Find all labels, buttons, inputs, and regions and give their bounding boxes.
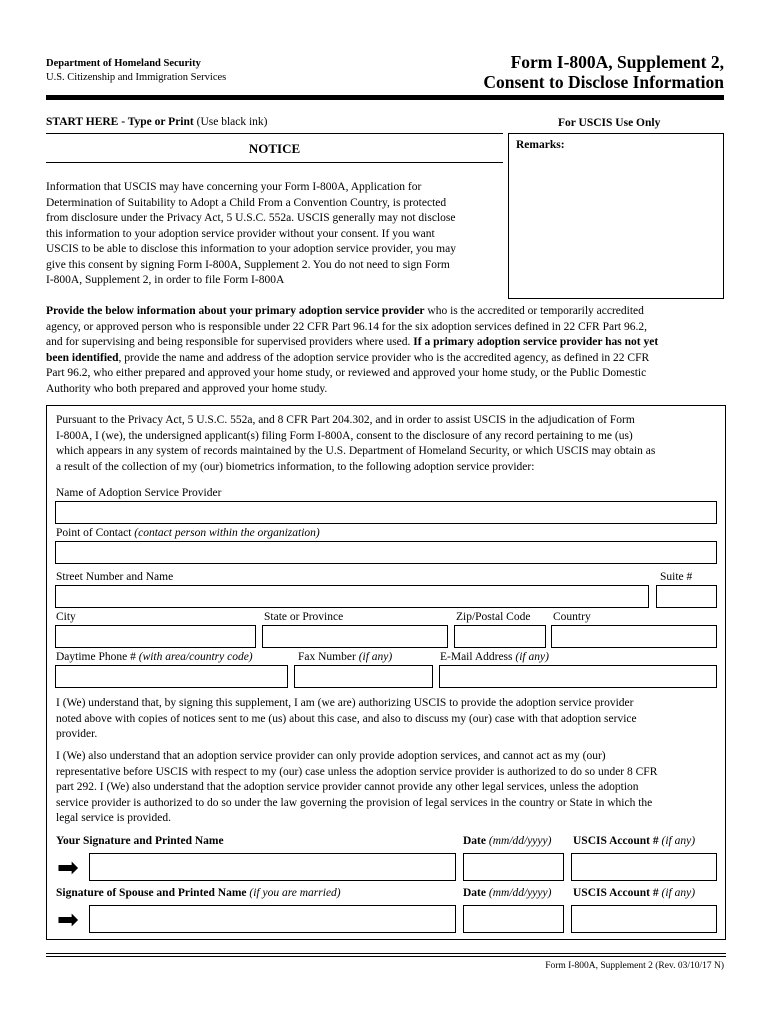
spouse-signature-label: [56, 887, 341, 899]
arrow-right-icon: ➡: [57, 853, 79, 883]
your-signature-input[interactable]: [89, 853, 456, 881]
phone-label: [56, 651, 253, 663]
city-label: City: [56, 611, 76, 623]
email-label-text: E-Mail Address: [440, 651, 516, 663]
account-label: [573, 835, 695, 847]
remarks-box[interactable]: [508, 133, 724, 299]
spouse-account-input[interactable]: [571, 905, 717, 933]
pursuant-line: Pursuant to the Privacy Act, 5 U.S.C. 552a, and 8 CFR Part 204.302, and in order to assist USCIS in the adjudication of Form: [56, 414, 635, 426]
zip-input[interactable]: [454, 625, 546, 648]
notice-line: this information to your adoption service provider without your consent. If you want: [46, 227, 435, 240]
spouse-signature-input[interactable]: [89, 905, 456, 933]
city-input[interactable]: [55, 625, 256, 648]
spouse-date-label: [463, 887, 551, 899]
pursuant-line: I-800A, I (we), the undersigned applicant(s) filing Form I-800A, consent to the disclosure of any record pertaining to me (us): [56, 429, 633, 442]
understand-paragraph-2: [56, 749, 657, 827]
poc-label-note: (contact person within the organization): [134, 527, 320, 539]
account-label-text: USCIS Account #: [573, 835, 662, 847]
email-label: [440, 651, 549, 663]
notice-line: Information that USCIS may have concerning your Form I-800A, Application for: [46, 181, 422, 193]
country-label: Country: [553, 611, 591, 623]
provider-name-input[interactable]: [55, 501, 717, 524]
understand-line: I (We) also understand that an adoption service provider can only provide adoption services, and cannot act as my (our): [56, 750, 606, 762]
provide-bold: been identified: [46, 351, 119, 364]
notice-text: [46, 180, 506, 289]
street-input[interactable]: [55, 585, 649, 608]
understand-paragraph-1: [56, 696, 637, 743]
uscis-use-title: For USCIS Use Only: [558, 117, 661, 129]
poc-input[interactable]: [55, 541, 717, 564]
remarks-label: Remarks:: [516, 139, 565, 151]
spouse-account-label: [573, 887, 695, 899]
notice-line: give this consent by signing Form I-800A, Supplement 2. You do not need to sign Form: [46, 258, 450, 271]
notice-bar: [46, 133, 503, 163]
notice-line: USCIS to be able to disclose this information to your adoption service provider, you may: [46, 243, 456, 255]
start-here-note: (Use black ink): [193, 116, 268, 128]
header-rule: [46, 95, 724, 100]
state-label: State or Province: [264, 611, 344, 623]
date-label-text: Date: [463, 887, 489, 899]
email-label-note: (if any): [515, 651, 549, 663]
suite-input[interactable]: [656, 585, 717, 608]
spouse-label-note: (if you are married): [249, 887, 341, 899]
understand-line: part 292. I (We) also understand that the adoption service provider cannot provide any other legal services, unless the adoption: [56, 781, 639, 793]
street-label: Street Number and Name: [56, 571, 174, 583]
provide-paragraph: [46, 304, 726, 397]
understand-line: legal service is provided.: [56, 812, 171, 824]
start-here-bold: START HERE - Type or Print: [46, 116, 194, 128]
pursuant-text: [56, 413, 655, 475]
form-title: Form I-800A, Supplement 2,: [510, 52, 724, 72]
email-input[interactable]: [439, 665, 717, 688]
provide-text: Authority who both prepared and approved your home study.: [46, 382, 328, 395]
notice-title: NOTICE: [248, 141, 301, 156]
form-revision: Form I-800A, Supplement 2 (Rev. 03/10/17 N): [545, 961, 724, 971]
understand-line: noted above with copies of notices sent to me (us) about this case, and also to discuss my (our) case with that adoption service: [56, 712, 637, 725]
understand-line: service provider is authorized to do so under the law governing the provision of legal services in the country or State in which the: [56, 796, 653, 809]
fax-label-text: Fax Number: [298, 651, 359, 663]
date-label-note: (mm/dd/yyyy): [488, 835, 552, 847]
understand-line: provider.: [56, 728, 98, 740]
subagency-name: U.S. Citizenship and Immigration Services: [46, 72, 227, 83]
phone-label-note: (with area/country code): [138, 651, 253, 663]
footer-rule-top: [46, 953, 726, 954]
provide-text: who is the accredited or temporarily accredited: [424, 305, 644, 317]
date-label: [463, 835, 551, 847]
provider-name-label: Name of Adoption Service Provider: [56, 487, 222, 499]
notice-line: I-800A, Supplement 2, in order to file Form I-800A: [46, 274, 285, 286]
provide-text: agency, or approved person who is responsible under 22 CFR Part 96.14 for the six adoption services defined in 22 CFR Part 96.2,: [46, 320, 647, 333]
your-date-input[interactable]: [463, 853, 564, 881]
fax-label: [298, 651, 392, 663]
form-subtitle: Consent to Disclose Information: [483, 72, 724, 92]
date-label-note: (mm/dd/yyyy): [488, 887, 552, 899]
provide-bold: If a primary adoption service provider has not yet: [413, 336, 659, 348]
arrow-right-icon: ➡: [57, 905, 79, 935]
provide-bold: Provide the below information about your primary adoption service provider: [46, 305, 425, 317]
provide-text: Part 96.2, who either prepared and approved your home study, or reviewed and approved your home study, or the Public Domestic: [46, 367, 647, 379]
fax-input[interactable]: [294, 665, 433, 688]
start-here: [46, 115, 268, 131]
understand-line: representative before USCIS with respect to my (our) case unless the adoption service provider is authorized to do so under 8 CFR: [56, 765, 658, 778]
understand-line: I (We) understand that, by signing this supplement, I am (we are) authorizing USCIS to provide the adoption service provider: [56, 697, 634, 709]
date-label-text: Date: [463, 835, 489, 847]
poc-label: [56, 527, 320, 539]
notice-line: from disclosure under the Privacy Act, 5 U.S.C. 552a. USCIS generally may not disclose: [46, 212, 456, 224]
pursuant-line: a result of the collection of my (our) biometrics information, to the following adoption service provider:: [56, 460, 535, 473]
fax-label-note: (if any): [358, 651, 393, 663]
zip-label: Zip/Postal Code: [456, 611, 531, 623]
provide-text: and for supervising and being responsible for supervised providers where used.: [46, 336, 414, 348]
your-account-input[interactable]: [571, 853, 717, 881]
poc-label-text: Point of Contact: [56, 527, 135, 539]
suite-label: Suite #: [660, 571, 693, 583]
spouse-date-input[interactable]: [463, 905, 564, 933]
state-input[interactable]: [262, 625, 448, 648]
your-signature-label: Your Signature and Printed Name: [56, 835, 224, 847]
footer-rule-bottom: [46, 956, 726, 957]
phone-label-text: Daytime Phone #: [56, 651, 139, 663]
spouse-label-text: Signature of Spouse and Printed Name: [56, 887, 250, 899]
account-label-text: USCIS Account #: [573, 887, 662, 899]
account-label-note: (if any): [661, 835, 696, 847]
account-label-note: (if any): [661, 887, 696, 899]
notice-line: Determination of Suitability to Adopt a Child From a Convention Country, is protected: [46, 196, 447, 209]
agency-name: Department of Homeland Security: [46, 58, 201, 69]
provide-text: , provide the name and address of the adoption service provider who is the accredited agency, as defined in 22 CFR: [118, 351, 650, 364]
pursuant-line: which appears in any system of records maintained by the U.S. Department of Homeland Security, or which USCIS may obtain as: [56, 445, 656, 457]
country-input[interactable]: [551, 625, 717, 648]
phone-input[interactable]: [55, 665, 288, 688]
